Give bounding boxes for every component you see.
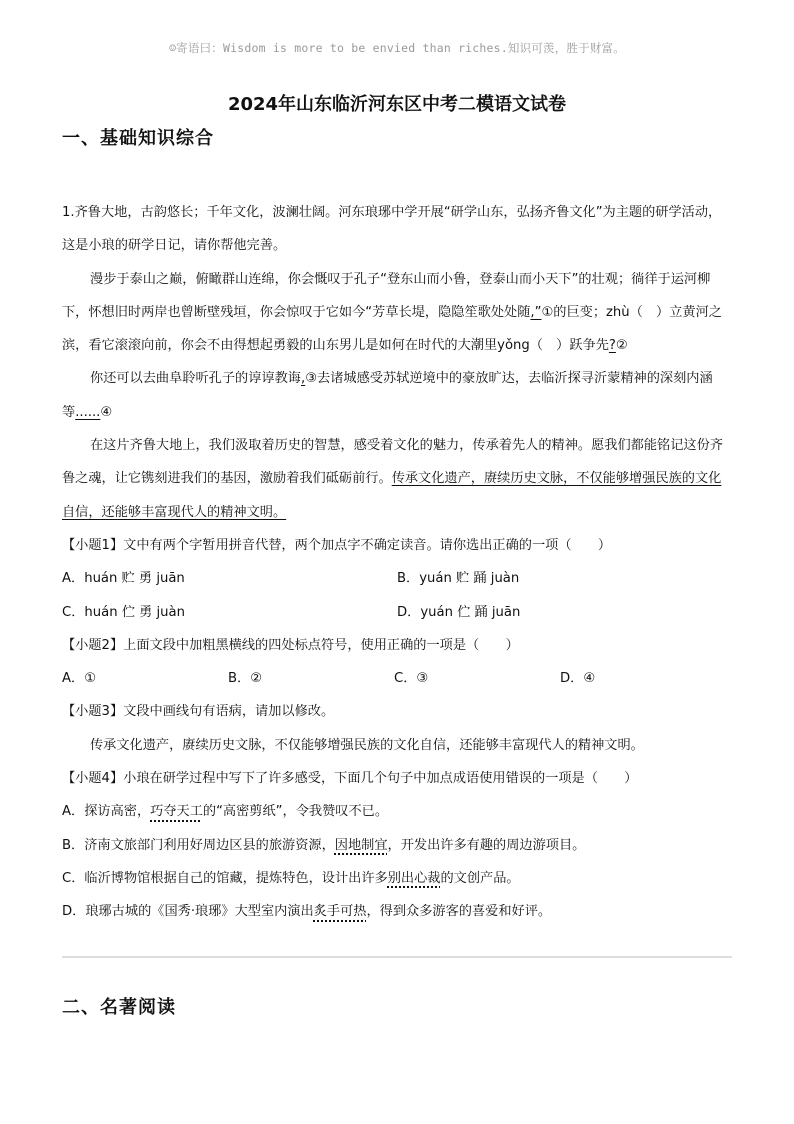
subquestion-4-stem: 【小题4】小琅在研学过程中写下了许多感受，下面几个句子中加点成语使用错误的一项是（ ） [62, 771, 638, 787]
passage-text: 漫步于泰山之巅，俯瞰群山连绵，你会慨叹于孔子“登东山而小鲁，登泰山而小天下”的壮观；徜徉于运河柳下，怀想旧时两岸也曾断壁残垣，你会惊叹于它如今“芳草长堤，隐隐笙歌处处随 [62, 271, 711, 320]
section-heading-basic-knowledge: 一、基础知识综合 [62, 128, 214, 149]
option-d[interactable]: D．yuán 伫 踊 juān [397, 604, 521, 620]
question-intro: 1.齐鲁大地，古韵悠长；千年文化，波澜壮阔。河东琅琊中学开展“研学山东，弘扬齐鲁文化”为主题的研学活动，这是小琅的研学日记，请你帮他完善。 [62, 205, 722, 254]
punctuation-mark-2: ? [608, 338, 616, 354]
option-a[interactable]: A．① [62, 671, 97, 687]
option-c[interactable] [62, 862, 732, 895]
subquestion-2-options [62, 662, 732, 695]
passage-text: ①的巨变；zhù（ ）立黄河之滨，看它滚滚向前，你会不由得想起勇毅的山东男儿是如何在时代的大潮里yǒng（ ）跃争先 [62, 304, 722, 354]
option-a[interactable] [62, 795, 732, 828]
subquestion-3-sentence: 传承文化遗产，赓续历史文脉，不仅能够增强民族的文化自信，还能够丰富现代人的精神文明。 [90, 737, 644, 753]
option-text: A．探访高密， [62, 804, 151, 820]
dotted-idiom: 巧夺天工 [150, 804, 203, 820]
subquestion-1-options-row-2 [62, 596, 732, 629]
option-a[interactable]: A．huán 贮 勇 juān [62, 571, 185, 587]
punctuation-mark-4: ...... [75, 404, 101, 420]
passage-text: 在这片齐鲁大地上，我们汲取着历史的智慧，感受着文化的魅力，传承着先人的精神。愿我们都能铭记这份齐鲁之魂，让它镌刻进我们的基因，激励着我们砥砺前行。 [62, 438, 723, 487]
option-b[interactable] [62, 829, 732, 862]
option-c[interactable]: C．huán 伫 勇 juàn [62, 604, 185, 620]
passage-paragraph-1 [62, 263, 732, 363]
subquestion-1-stem: 【小题1】文中有两个字暂用拼音代替，两个加点字不确定读音。请你选出正确的一项（ ） [62, 537, 612, 553]
option-c[interactable]: C．③ [394, 671, 429, 687]
option-text: B．济南文旅部门利用好周边区县的旅游资源， [62, 837, 335, 853]
option-d[interactable] [62, 895, 732, 928]
page-title: 2024年山东临沂河东区中考二模语文试卷 [227, 94, 567, 115]
option-text: 的文创产品。 [440, 870, 520, 886]
subquestion-1-options-row-1 [62, 562, 732, 595]
subquestion-2-stem: 【小题2】上面文段中加粗黑横线的四处标点符号，使用正确的一项是（ ） [62, 637, 519, 653]
passage-text: ③去诸城感受苏轼逆境中的豪放旷达，去临沂探寻沂蒙精神的深刻内涵等 [62, 371, 713, 420]
punctuation-mark-1: ,” [530, 304, 542, 320]
question-1 [62, 196, 732, 929]
option-text: ，得到众多游客的喜爱和好评。 [366, 904, 552, 920]
option-text: 的“高密剪纸”，令我赞叹不已。 [202, 804, 389, 820]
motto-line: ☺寄语曰：Wisdom is more to be envied than riches.知识可羡，胜于财富。 [169, 41, 625, 55]
option-b[interactable]: B．yuán 贮 踊 juàn [397, 571, 520, 587]
passage-text: ② [615, 338, 628, 354]
dotted-idiom: 炙手可热 [313, 904, 367, 920]
dotted-idiom: 因地制宜 [334, 837, 388, 853]
option-text: ，开发出许多有趣的周边游项目。 [387, 837, 586, 853]
dotted-idiom: 别出心裁 [387, 870, 441, 886]
subquestion-3-stem: 【小题3】文段中画线句有语病，请加以修改。 [62, 704, 335, 720]
passage-paragraph-3 [62, 429, 732, 529]
underlined-sentence: 传承文化遗产，赓续历史文脉，不仅能够增强民族的文化自信，还能够丰富现代人的精神文明。 [62, 471, 722, 520]
passage-paragraph-2 [62, 362, 732, 429]
option-text: C．临沂博物馆根据自己的馆藏，提炼特色，设计出许多 [62, 870, 388, 886]
option-d[interactable]: D．④ [560, 671, 596, 687]
passage-text: ④ [100, 404, 113, 420]
section-divider [62, 956, 732, 958]
passage-text: 你还可以去曲阜聆听孔子的谆谆教诲 [90, 371, 301, 387]
option-text: D．琅琊古城的《国秀·琅琊》大型室内演出 [62, 904, 314, 920]
option-b[interactable]: B．② [228, 671, 263, 687]
section-heading-classic-reading: 二、名著阅读 [62, 997, 176, 1018]
punctuation-mark-3: , [301, 371, 306, 387]
